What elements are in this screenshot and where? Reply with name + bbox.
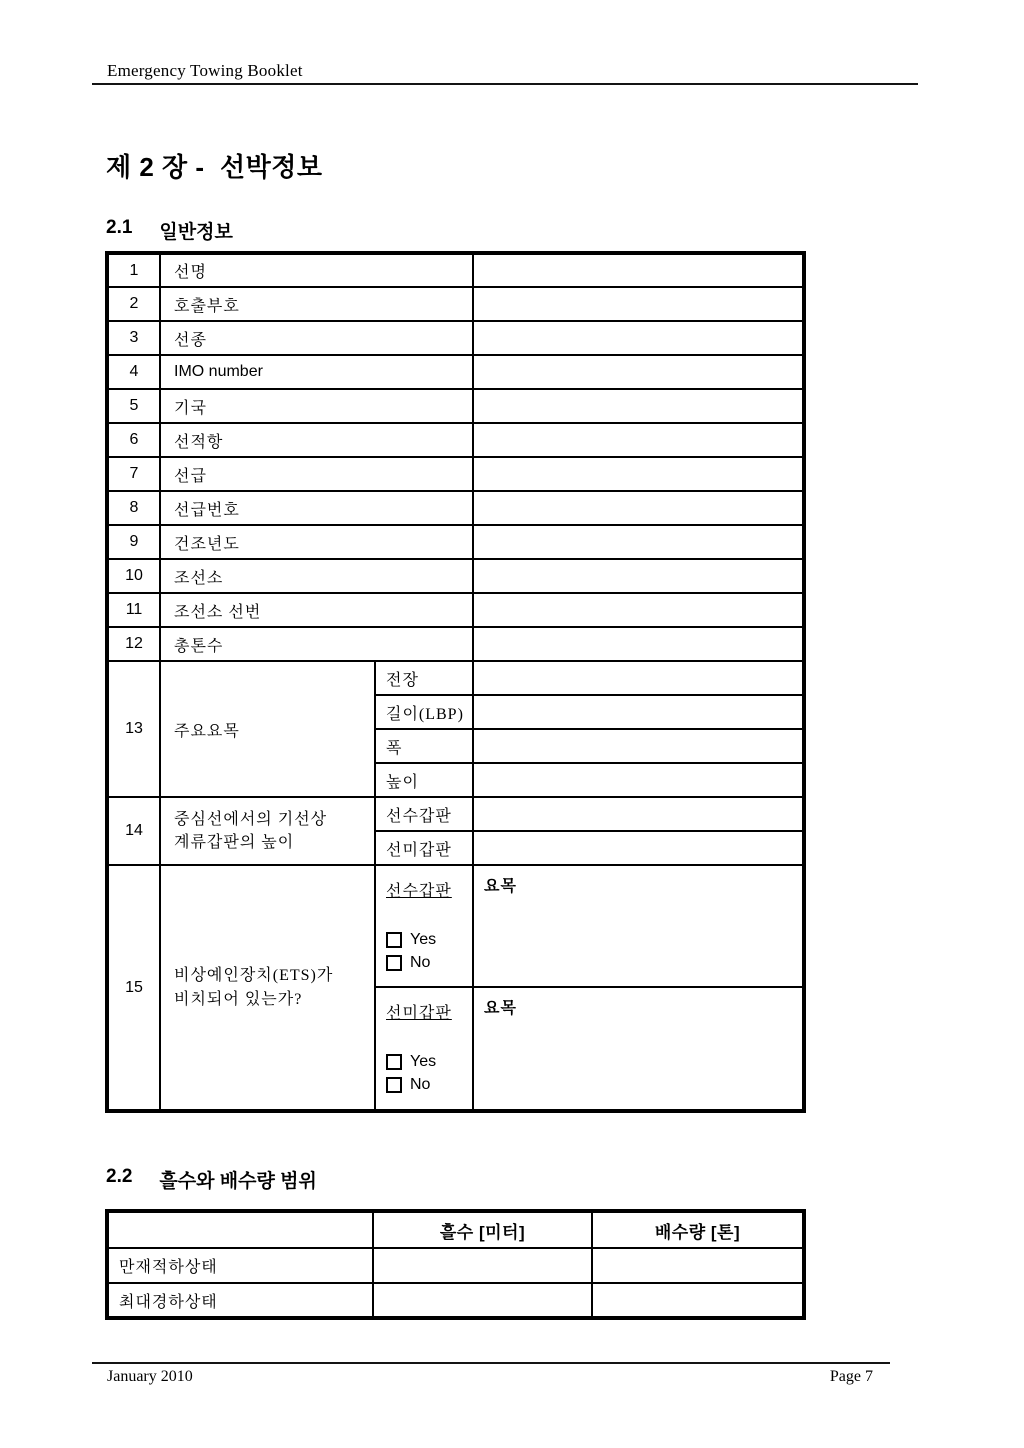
section-2-2-number: 2.2: [106, 1166, 133, 1187]
value-input-cell[interactable]: [592, 1248, 804, 1283]
table-row: [107, 593, 804, 627]
section-2-1-number: 2.1: [106, 217, 133, 238]
row-number: 4: [107, 355, 160, 389]
row-number: 10: [107, 559, 160, 593]
sub-row-label: 전장: [375, 661, 473, 695]
value-input-cell[interactable]: [592, 1283, 804, 1318]
yes-option[interactable]: [386, 931, 466, 949]
section-2-2-heading: [106, 1166, 317, 1193]
fore-deck-checkbox-cell: [375, 865, 473, 987]
no-checkbox[interactable]: [386, 955, 402, 971]
value-input-cell[interactable]: [473, 423, 804, 457]
row-number: 8: [107, 491, 160, 525]
table-row-13: [107, 661, 804, 695]
draft-column-header: 흘수 [미터]: [373, 1211, 592, 1248]
row-number: 11: [107, 593, 160, 627]
row-number: 6: [107, 423, 160, 457]
value-input-cell[interactable]: [473, 559, 804, 593]
row-label: 주요요목: [160, 661, 375, 797]
no-option[interactable]: [386, 954, 466, 972]
value-input-cell[interactable]: [473, 253, 804, 287]
row-number: 2: [107, 287, 160, 321]
row-label-line2: 비치되어 있는가?: [174, 990, 303, 1008]
no-option[interactable]: [386, 1076, 466, 1094]
row-label: IMO number: [160, 355, 473, 389]
value-input-cell[interactable]: [473, 593, 804, 627]
table-row: [107, 355, 804, 389]
row-number: 14: [107, 797, 160, 865]
no-label: No: [410, 1076, 431, 1093]
table-row: [107, 491, 804, 525]
displacement-column-header: 배수량 [톤]: [592, 1211, 804, 1248]
row-label: 선급번호: [160, 491, 473, 525]
yes-label: Yes: [410, 1053, 437, 1070]
row-number: 13: [107, 661, 160, 797]
fore-deck-label: 선수갑판: [386, 883, 452, 900]
section-2-1-heading: [106, 217, 233, 244]
row-number: 1: [107, 253, 160, 287]
row-label-line1: 중심선에서의 기선상: [174, 810, 328, 828]
sub-row-label: 선미갑판: [375, 831, 473, 865]
draft-displacement-table: [105, 1209, 806, 1320]
table-row: [107, 627, 804, 661]
row-label: [160, 865, 375, 1111]
table-row: [107, 525, 804, 559]
row-label: 조선소: [160, 559, 473, 593]
aft-deck-label: 선미갑판: [386, 1005, 452, 1022]
row-label: 호출부호: [160, 287, 473, 321]
table-row: [107, 559, 804, 593]
table-row: [107, 389, 804, 423]
row-label: 선종: [160, 321, 473, 355]
row-label: 기국: [160, 389, 473, 423]
yes-label: Yes: [410, 931, 437, 948]
value-input-cell[interactable]: [373, 1283, 592, 1318]
footer-date: January 2010: [107, 1368, 193, 1385]
table-row: [107, 321, 804, 355]
table-row: [107, 423, 804, 457]
value-input-cell[interactable]: [473, 627, 804, 661]
table2-header-row: [107, 1211, 804, 1248]
remark-label: 요목: [484, 1000, 517, 1017]
chapter-title: 제 2 장 - 선박정보: [106, 152, 323, 182]
row-label: 조선소 선번: [160, 593, 473, 627]
value-input-cell[interactable]: [473, 729, 804, 763]
row-number: 7: [107, 457, 160, 491]
value-input-cell[interactable]: [473, 525, 804, 559]
footer-rule: [92, 1362, 890, 1364]
blank-header-cell: [107, 1211, 373, 1248]
value-input-cell[interactable]: [473, 287, 804, 321]
sub-row-label: 폭: [375, 729, 473, 763]
value-input-cell[interactable]: [473, 763, 804, 797]
row-label: 선적항: [160, 423, 473, 457]
yes-checkbox[interactable]: [386, 932, 402, 948]
remark-label: 요목: [484, 878, 517, 895]
row-number: 15: [107, 865, 160, 1111]
row-label: 만재적하상태: [107, 1248, 373, 1283]
section-2-1-title: 일반정보: [159, 222, 233, 243]
row-label: 건조년도: [160, 525, 473, 559]
yes-checkbox[interactable]: [386, 1054, 402, 1070]
value-input-cell[interactable]: [473, 695, 804, 729]
value-input-cell[interactable]: [473, 831, 804, 865]
row-number: 3: [107, 321, 160, 355]
table2-row: [107, 1248, 804, 1283]
sub-row-label: 선수갑판: [375, 797, 473, 831]
row-label: 선급: [160, 457, 473, 491]
row-label: 선명: [160, 253, 473, 287]
row-label: 최대경하상태: [107, 1283, 373, 1318]
fore-deck-remark-cell[interactable]: [473, 865, 804, 987]
aft-deck-checkbox-cell: [375, 987, 473, 1111]
no-checkbox[interactable]: [386, 1077, 402, 1093]
table-row: [107, 253, 804, 287]
section-2-2-title: 흘수와 배수량 범위: [159, 1171, 317, 1192]
table-row-14: [107, 797, 804, 831]
no-label: No: [410, 954, 431, 971]
value-input-cell[interactable]: [473, 389, 804, 423]
row-label: [160, 797, 375, 865]
table-row: [107, 287, 804, 321]
value-input-cell[interactable]: [373, 1248, 592, 1283]
row-number: 12: [107, 627, 160, 661]
table2-row: [107, 1283, 804, 1318]
footer-page-number: Page 7: [829, 1368, 873, 1385]
value-input-cell[interactable]: [473, 355, 804, 389]
aft-deck-remark-cell[interactable]: [473, 987, 804, 1111]
value-input-cell[interactable]: [473, 661, 804, 695]
row-label-line2: 계류갑판의 높이: [174, 834, 295, 851]
header-rule: [92, 83, 918, 85]
yes-option[interactable]: [386, 1053, 466, 1071]
value-input-cell[interactable]: [473, 797, 804, 831]
value-input-cell[interactable]: [473, 321, 804, 355]
row-label-line1: 비상예인장치(ETS)가: [174, 967, 334, 985]
sub-row-label: 길이(LBP): [375, 695, 473, 729]
row-number: 5: [107, 389, 160, 423]
value-input-cell[interactable]: [473, 491, 804, 525]
value-input-cell[interactable]: [473, 457, 804, 491]
running-header-title: Emergency Towing Booklet: [107, 61, 303, 80]
row-number: 9: [107, 525, 160, 559]
row-label: 총톤수: [160, 627, 473, 661]
table-row: [107, 457, 804, 491]
table-row-15: [107, 865, 804, 987]
general-info-table: [105, 251, 806, 1113]
sub-row-label: 높이: [375, 763, 473, 797]
